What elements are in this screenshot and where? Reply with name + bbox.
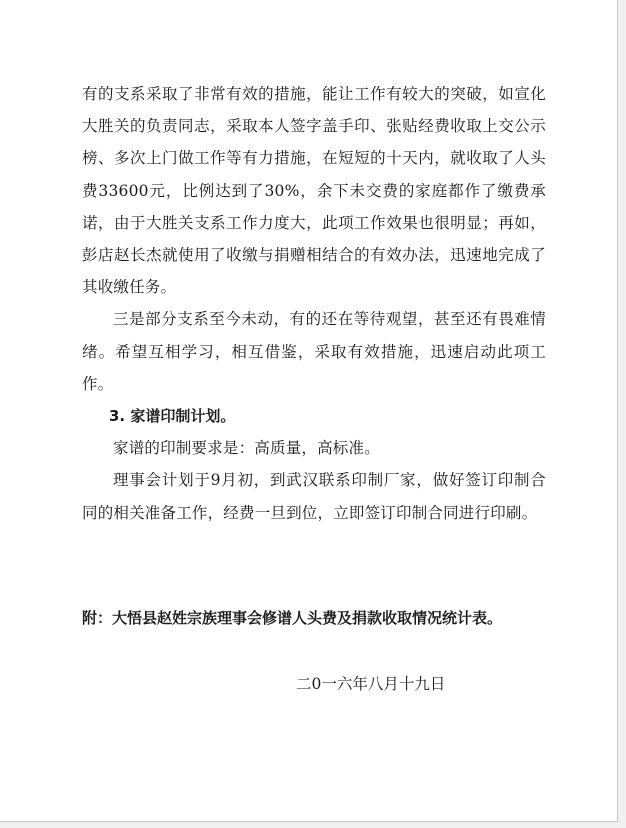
page-edge-right [618, 0, 626, 828]
paragraph-printing-requirements: 家谱的印制要求是：高质量，高标准。 [113, 439, 380, 458]
page-edge-bottom [0, 822, 626, 828]
attachment-note: 附：大悟县赵姓宗族理事会修谱人头费及捐款收取情况统计表。 [82, 609, 503, 627]
paragraph-printing-schedule: 理事会计划于9月初，到武汉联系印制厂家，做好签订印制合同的相关准备工作，经费一旦到位，立即签订印制合同进行印刷。 [82, 471, 546, 522]
paragraph-branch-measures: 有的支系采取了非常有效的措施，能让工作有较大的突破，如宣化大胜关的负责同志，采取本人签字盖手印、张贴经费收取上交公示榜、多次上门做工作等有力措施，在短短的十天内，就收取了人头费33600元，比例达到了30%，余下未交费的家庭都作了缴费承诺，由于大胜关支系工作力度大，此项工作效果也很明显；再如，彭店赵长杰就使用了收缴与捐赠相结合的有效办法，迅速地完成了其收缴任务。 [82, 85, 546, 297]
document-body [82, 78, 546, 693]
paragraph-inactive-branches: 三是部分支系至今未动，有的还在等待观望，甚至还有畏难情绪。希望互相学习，相互借鉴，采取有效措施，迅速启动此项工作。 [82, 310, 546, 393]
document-date: 二0一六年八月十九日 [296, 675, 446, 693]
section-heading-printing-plan: 3. 家谱印制计划。 [109, 407, 236, 426]
